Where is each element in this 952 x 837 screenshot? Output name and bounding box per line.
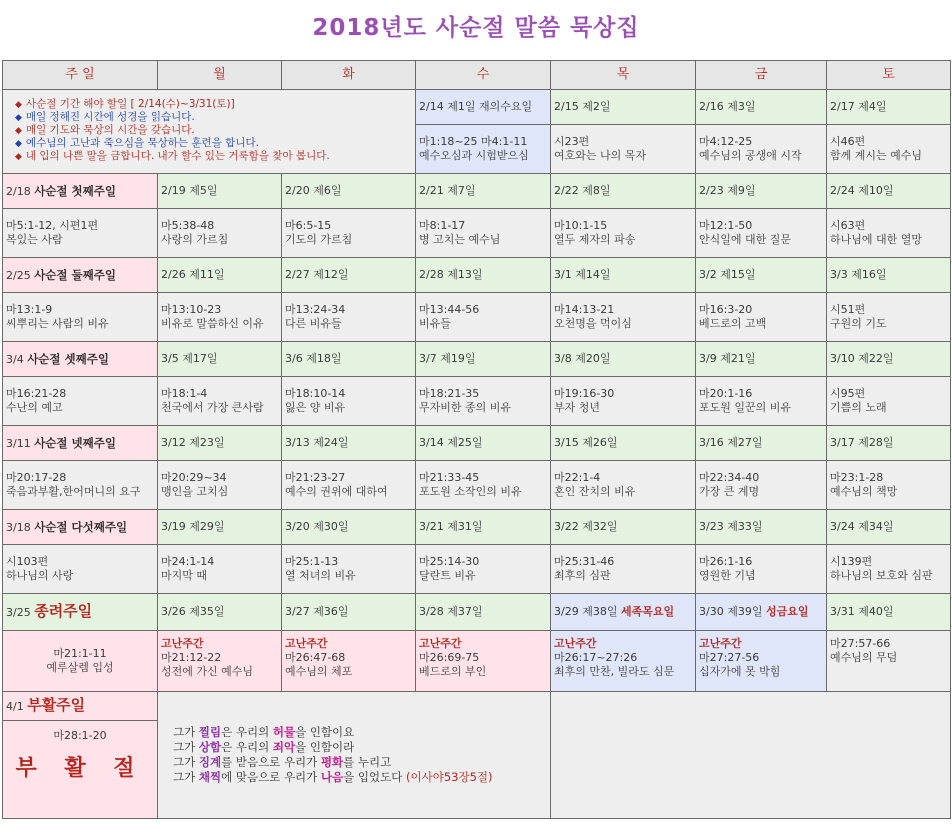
reading-ref: 마20:17-28 [6, 471, 67, 484]
verse-emphasis: 허물 [272, 725, 296, 739]
reading-title: 예루살렘 입성 [46, 661, 114, 674]
sunday-reading [3, 293, 158, 342]
day-reading [551, 293, 696, 342]
bullet-icon: ◆ [15, 113, 22, 123]
sunday-date: 2/18 [6, 184, 35, 198]
reading-ref: 마28:1-20 [53, 729, 107, 742]
reading-title: 복있는 사람 [6, 233, 63, 246]
reading-ref: 마27:27-56 [699, 651, 760, 664]
reading-title: 여호와는 나의 목자 [554, 149, 647, 162]
day-label: 2/23 제9일 [696, 174, 827, 209]
holy-week-label: 고난주간 [554, 637, 597, 650]
reading-title: 잃은 양 비유 [285, 401, 346, 414]
day-label [416, 594, 551, 631]
day-label-text: 3/30 제39일 [699, 605, 766, 618]
guideline-text: 예수님의 고난과 죽으심을 묵상하는 훈련을 합니다. [25, 137, 259, 149]
day-reading [158, 461, 282, 510]
sunday-label [3, 342, 158, 377]
day-reading [282, 209, 416, 258]
day-label: 3/2 제15일 [696, 258, 827, 293]
sunday-name: 사순절 첫째주일 [34, 183, 116, 198]
reading-ref: 마6:5-15 [285, 219, 332, 232]
day-reading [282, 461, 416, 510]
day-reading [416, 125, 551, 174]
empty-cell [551, 692, 951, 819]
day-label: 3/8 제20일 [551, 342, 696, 377]
easter-name: 부활주일 [27, 696, 86, 714]
day-reading [827, 125, 951, 174]
day-reading [282, 545, 416, 594]
reading-title: 포도원 소작인의 비유 [419, 485, 522, 498]
day-label [551, 594, 696, 631]
lent-guidelines [3, 90, 416, 174]
day-label: 3/9 제21일 [696, 342, 827, 377]
guideline-text: 내 입의 나쁜 말을 금합니다. 내가 할수 있는 거룩함을 찾아 봅니다. [25, 150, 330, 162]
reading-title: 기도의 가르침 [285, 233, 353, 246]
holy-week-label: 고난주간 [699, 637, 742, 650]
day-label: 3/17 제28일 [827, 426, 951, 461]
reading-ref: 시63편 [830, 219, 866, 232]
day-label: 2/16 제3일 [696, 90, 827, 125]
reading-title: 예수님의 체포 [285, 665, 353, 678]
day-reading [551, 545, 696, 594]
day-label-text: 3/29 제38일 [554, 605, 621, 618]
day-label: 3/24 제34일 [827, 510, 951, 545]
day-label-text: 3/26 제35일 [161, 605, 225, 618]
day-label-text: 3/31 제40일 [830, 605, 894, 618]
day-reading [696, 461, 827, 510]
reading-title: 열 처녀의 비유 [285, 569, 356, 582]
day-reading [416, 461, 551, 510]
day-reading [696, 125, 827, 174]
day-label: 3/23 제33일 [696, 510, 827, 545]
reading-ref: 시23편 [554, 135, 590, 148]
reading-ref: 마5:1-12, 시편1편 [6, 219, 99, 232]
reading-ref: 마18:10-14 [285, 387, 346, 400]
day-label: 3/10 제22일 [827, 342, 951, 377]
reading-ref: 마21:1-11 [53, 647, 107, 660]
reading-title: 예수오심과 시험받으심 [419, 149, 529, 162]
holy-week-label: 고난주간 [161, 637, 204, 650]
verse-text: 은 우리의 [221, 725, 273, 739]
reading-title: 마지막 때 [161, 569, 208, 582]
guideline-text: 사순절 기간 해야 할일 [ 2/14(수)~3/31(토)] [25, 98, 235, 110]
reading-title: 최후의 만찬, 빌라도 심문 [554, 665, 675, 678]
day-reading [696, 545, 827, 594]
day-label: 3/6 제18일 [282, 342, 416, 377]
reading-title: 하나님에 대한 열망 [830, 233, 923, 246]
reading-ref: 시95편 [830, 387, 866, 400]
reading-title: 맹인을 고치심 [161, 485, 229, 498]
weekday-header: 토 [827, 61, 951, 90]
reading-title: 천국에서 가장 큰사람 [161, 401, 264, 414]
day-label: 2/15 제2일 [551, 90, 696, 125]
day-reading [696, 377, 827, 426]
reading-ref: 마21:23-27 [285, 471, 346, 484]
holy-week-label: 고난주간 [285, 637, 328, 650]
sunday-reading [3, 377, 158, 426]
reading-title: 열두 제자의 파송 [554, 233, 636, 246]
reading-title: 예수님의 책망 [830, 485, 898, 498]
reading-ref: 마14:13-21 [554, 303, 615, 316]
day-reading [827, 545, 951, 594]
weekday-header: 목 [551, 61, 696, 90]
reading-ref: 마19:16-30 [554, 387, 615, 400]
day-label: 2/22 제8일 [551, 174, 696, 209]
day-reading [282, 631, 416, 692]
reading-title: 병 고치는 예수님 [419, 233, 501, 246]
day-label: 2/17 제4일 [827, 90, 951, 125]
sunday-reading [3, 209, 158, 258]
day-label: 3/13 제24일 [282, 426, 416, 461]
sunday-reading [3, 545, 158, 594]
day-label [158, 594, 282, 631]
sunday-date: 3/4 [6, 352, 28, 366]
verse-text: 그가 [173, 740, 199, 754]
sunday-name: 종려주일 [34, 602, 93, 620]
day-label: 3/19 제29일 [158, 510, 282, 545]
day-reading [282, 293, 416, 342]
day-reading [158, 209, 282, 258]
day-reading [416, 209, 551, 258]
reading-title: 예수님의 공생애 시작 [699, 149, 802, 162]
verse-emphasis: 상함 [198, 740, 222, 754]
lent-calendar [2, 60, 951, 819]
day-reading [416, 377, 551, 426]
reading-title: 기쁨의 노래 [830, 401, 887, 414]
day-reading [696, 293, 827, 342]
reading-title: 베드로의 부인 [419, 665, 487, 678]
reading-title: 달란트 비유 [419, 569, 476, 582]
reading-title: 구원의 기도 [830, 317, 887, 330]
bullet-icon: ◆ [15, 139, 22, 149]
reading-title: 안식일에 대한 질문 [699, 233, 792, 246]
day-label: 2/19 제5일 [158, 174, 282, 209]
reading-ref: 마13:24-34 [285, 303, 346, 316]
day-reading [551, 125, 696, 174]
day-label: 2/20 제6일 [282, 174, 416, 209]
reading-ref: 마25:31-46 [554, 555, 615, 568]
sunday-label [3, 426, 158, 461]
verse-reference: (이사야53장5절) [402, 770, 493, 784]
day-label: 3/21 제31일 [416, 510, 551, 545]
day-label: 3/5 제17일 [158, 342, 282, 377]
reading-ref: 시46편 [830, 135, 866, 148]
reading-title: 죽음과부활,한어머니의 요구 [6, 485, 141, 498]
day-reading [416, 545, 551, 594]
day-label: 3/12 제23일 [158, 426, 282, 461]
reading-title: 오천명을 먹이심 [554, 317, 632, 330]
guideline-text: 매일 정해진 시간에 성경을 읽습니다. [25, 111, 195, 123]
verse-emphasis: 평화 [320, 755, 344, 769]
easter-date: 4/1 [6, 700, 28, 713]
sunday-reading [3, 461, 158, 510]
verse-line [173, 770, 547, 785]
day-reading [827, 377, 951, 426]
sunday-name: 사순절 넷째주일 [34, 435, 116, 450]
sunday-date: 3/18 [6, 520, 35, 534]
reading-ref: 마1:18~25 마4:1-11 [419, 135, 528, 148]
verse-line [173, 740, 547, 755]
day-reading [827, 631, 951, 692]
verse-text: 에 맞음으로 우리가 [221, 770, 321, 784]
reading-title: 영원한 기념 [699, 569, 756, 582]
sunday-date: 2/25 [6, 268, 35, 282]
day-label: 3/15 제26일 [551, 426, 696, 461]
reading-title: 수난의 예고 [6, 401, 63, 414]
reading-title: 씨뿌리는 사람의 비유 [6, 317, 109, 330]
day-reading [158, 377, 282, 426]
verse-emphasis: 채찍 [198, 770, 222, 784]
day-label: 3/20 제30일 [282, 510, 416, 545]
day-label: 3/22 제32일 [551, 510, 696, 545]
reading-ref: 마16:21-28 [6, 387, 67, 400]
verse-text: 을 인함이라 [295, 740, 355, 754]
reading-ref: 마24:1-14 [161, 555, 215, 568]
reading-ref: 마25:14-30 [419, 555, 480, 568]
weekday-header: 화 [282, 61, 416, 90]
sunday-label [3, 174, 158, 209]
guideline-item [15, 98, 403, 111]
reading-title: 혼인 잔치의 비유 [554, 485, 636, 498]
verse-text: 그가 [173, 755, 199, 769]
guideline-text: 매일 기도와 묵상의 시간을 갖습니다. [25, 124, 195, 136]
bullet-icon: ◆ [15, 126, 22, 136]
reading-ref: 마20:29~34 [161, 471, 227, 484]
holy-week-label: 고난주간 [419, 637, 462, 650]
easter-label [3, 692, 158, 721]
easter-reading [3, 721, 158, 819]
day-label: 3/16 제27일 [696, 426, 827, 461]
verse-line [173, 725, 547, 740]
day-label: 3/1 제14일 [551, 258, 696, 293]
reading-title: 베드로의 고백 [699, 317, 767, 330]
reading-title: 십자가에 못 박힘 [699, 665, 781, 678]
day-label: 2/28 제13일 [416, 258, 551, 293]
reading-title: 가장 큰 계명 [699, 485, 760, 498]
day-reading [416, 631, 551, 692]
verse-text: 을 인함이요 [295, 725, 355, 739]
verse-text: 를 누리고 [343, 755, 392, 769]
reading-title: 하나님의 보호와 심판 [830, 569, 933, 582]
day-label-text: 3/28 제37일 [419, 605, 483, 618]
sunday-label [3, 258, 158, 293]
reading-ref: 시51편 [830, 303, 866, 316]
reading-ref: 마23:1-28 [830, 471, 884, 484]
day-label: 3/7 제19일 [416, 342, 551, 377]
reading-title: 함께 계시는 예수님 [830, 149, 923, 162]
reading-title: 최후의 심판 [554, 569, 611, 582]
reading-ref: 마13:1-9 [6, 303, 53, 316]
day-label-text: 3/27 제36일 [285, 605, 349, 618]
sunday-date: 3/25 [6, 606, 35, 619]
day-label: 2/21 제7일 [416, 174, 551, 209]
weekday-header: 수 [416, 61, 551, 90]
reading-ref: 마22:34-40 [699, 471, 760, 484]
reading-title: 포도원 일꾼의 비유 [699, 401, 792, 414]
reading-ref: 마21:33-45 [419, 471, 480, 484]
reading-title: 사랑의 가르침 [161, 233, 229, 246]
holy-day-name: 성금요일 [765, 605, 809, 618]
sunday-name: 사순절 셋째주일 [27, 351, 109, 366]
reading-title: 부자 청년 [554, 401, 601, 414]
reading-title: 하나님의 사랑 [6, 569, 74, 582]
holy-day-name: 세족목요일 [620, 605, 675, 618]
reading-ref: 마22:1-4 [554, 471, 601, 484]
bullet-icon: ◆ [15, 152, 22, 162]
verse-text: 그가 [173, 725, 199, 739]
day-label: 2/14 제1일 재의수요일 [416, 90, 551, 125]
guideline-item [15, 124, 403, 137]
weekday-header: 금 [696, 61, 827, 90]
day-reading [696, 631, 827, 692]
guideline-item [15, 137, 403, 150]
day-label: 2/24 제10일 [827, 174, 951, 209]
day-reading [158, 631, 282, 692]
reading-title: 예수의 권위에 대하여 [285, 485, 388, 498]
day-reading [158, 293, 282, 342]
day-reading [551, 377, 696, 426]
bullet-icon: ◆ [15, 100, 22, 110]
day-reading [827, 209, 951, 258]
reading-title: 다른 비유들 [285, 317, 342, 330]
weekday-header: 주 일 [3, 61, 158, 90]
reading-ref: 마26:69-75 [419, 651, 480, 664]
day-reading [551, 631, 696, 692]
sunday-reading [3, 631, 158, 692]
reading-ref: 마26:47-68 [285, 651, 346, 664]
reading-ref: 마5:38-48 [161, 219, 215, 232]
reading-ref: 시103편 [6, 555, 49, 568]
reading-ref: 마13:44-56 [419, 303, 480, 316]
reading-ref: 시139편 [830, 555, 873, 568]
day-reading [551, 209, 696, 258]
reading-ref: 마8:1-17 [419, 219, 466, 232]
reading-ref: 마4:12-25 [699, 135, 753, 148]
reading-ref: 마12:1-50 [699, 219, 753, 232]
verse-emphasis: 죄악 [272, 740, 296, 754]
day-label [827, 594, 951, 631]
reading-ref: 마18:1-4 [161, 387, 208, 400]
day-reading [158, 545, 282, 594]
header-row [3, 61, 951, 90]
day-label: 3/3 제16일 [827, 258, 951, 293]
sunday-label [3, 510, 158, 545]
sunday-name: 사순절 다섯째주일 [34, 519, 128, 534]
sunday-label [3, 594, 158, 631]
verse-text: 을 입었도다 [343, 770, 403, 784]
day-label: 2/26 제11일 [158, 258, 282, 293]
day-label [696, 594, 827, 631]
day-label: 2/27 제12일 [282, 258, 416, 293]
day-reading [551, 461, 696, 510]
sunday-date: 3/11 [6, 436, 35, 450]
reading-ref: 마21:12-22 [161, 651, 222, 664]
reading-ref: 마16:3-20 [699, 303, 753, 316]
weekday-header: 월 [158, 61, 282, 90]
reading-title: 무자비한 종의 비유 [419, 401, 512, 414]
easter-verse [158, 692, 551, 819]
day-reading [282, 377, 416, 426]
day-reading [696, 209, 827, 258]
verse-emphasis: 찔림 [198, 725, 222, 739]
verse-text: 를 받음으로 우리가 [221, 755, 321, 769]
day-label [282, 594, 416, 631]
day-reading [827, 461, 951, 510]
reading-ref: 마10:1-15 [554, 219, 608, 232]
verse-emphasis: 징계 [198, 755, 222, 769]
page-title: 2018년도 사순절 말씀 묵상집 [312, 15, 640, 41]
reading-title: 예수님의 무덤 [830, 651, 898, 664]
day-reading [827, 293, 951, 342]
reading-title: 비유들 [419, 317, 451, 330]
reading-title: 비유로 말씀하신 이유 [161, 317, 264, 330]
guideline-item [15, 111, 403, 124]
easter-big-title: 부 활 절 [15, 755, 145, 781]
day-label: 3/14 제25일 [416, 426, 551, 461]
reading-ref: 마26:1-16 [699, 555, 753, 568]
verse-text: 그가 [173, 770, 199, 784]
reading-ref: 마27:57-66 [830, 637, 891, 650]
verse-text: 은 우리의 [221, 740, 273, 754]
reading-ref: 마26:17~27:26 [554, 651, 638, 664]
day-reading [416, 293, 551, 342]
verse-line [173, 755, 547, 770]
reading-ref: 마18:21-35 [419, 387, 480, 400]
reading-ref: 마20:1-16 [699, 387, 753, 400]
verse-emphasis: 나음 [320, 770, 344, 784]
reading-ref: 마13:10-23 [161, 303, 222, 316]
sunday-name: 사순절 둘째주일 [34, 267, 116, 282]
guideline-item [15, 150, 403, 163]
reading-title: 성전에 가신 예수님 [161, 665, 254, 678]
reading-ref: 마25:1-13 [285, 555, 339, 568]
